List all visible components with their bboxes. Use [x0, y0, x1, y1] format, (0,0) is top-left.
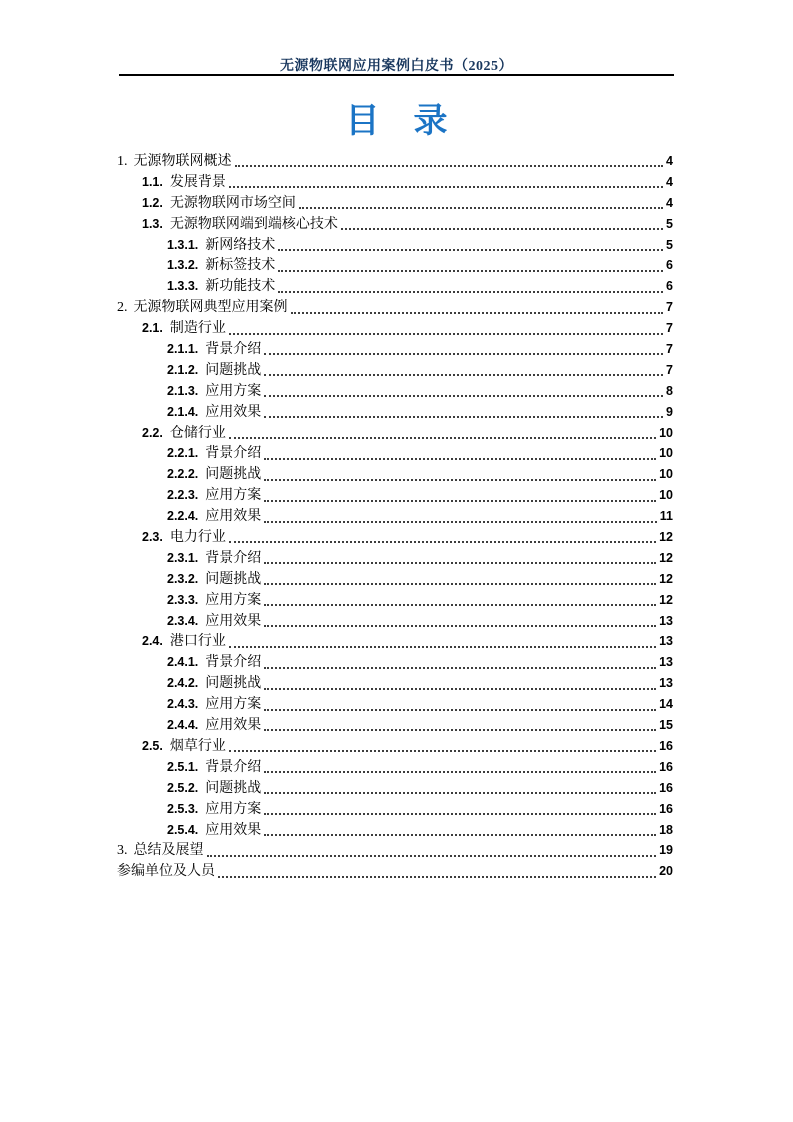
toc-entry-page: 12	[659, 592, 673, 607]
toc-entry-label: 背景介绍	[205, 342, 262, 358]
toc-leader-dots	[291, 312, 664, 314]
toc-entry-number: 2.5.4.	[167, 822, 199, 837]
toc-leader-dots	[229, 541, 656, 543]
toc-entry-page: 12	[659, 550, 673, 565]
toc-entry[interactable]	[117, 193, 673, 214]
toc-entry-number: 2.3.	[142, 530, 163, 545]
toc-entry-label: 新标签技术	[205, 258, 276, 274]
toc-entry-number: 1.3.3.	[167, 279, 199, 294]
toc-leader-dots	[229, 186, 663, 188]
toc-entry-label: 新网络技术	[205, 237, 276, 253]
toc-entry-page: 7	[666, 342, 673, 357]
toc-entry-page: 10	[659, 467, 673, 482]
toc-entry[interactable]	[117, 631, 673, 652]
toc-entry-page: 16	[659, 738, 673, 753]
toc-leader-dots	[264, 792, 656, 794]
toc-entry-number: 2.4.	[142, 634, 163, 649]
toc-entry-number: 2.1.2.	[167, 362, 199, 377]
toc-entry-page: 19	[659, 843, 673, 858]
toc-entry[interactable]	[117, 840, 673, 861]
toc-entry-page: 4	[666, 154, 673, 168]
toc-entry[interactable]	[117, 276, 673, 297]
toc-entry-label: 应用效果	[205, 718, 262, 734]
toc-entry-number: 2.5.2.	[167, 780, 199, 795]
toc-entry-page: 4	[666, 195, 673, 210]
toc-entry-number: 2.4.4.	[167, 718, 199, 733]
toc-entry-page: 4	[666, 174, 673, 189]
toc-entry[interactable]	[117, 799, 673, 820]
toc-entry[interactable]	[117, 485, 673, 506]
toc-entry-label: 问题挑战	[205, 362, 262, 378]
toc-entry-label: 问题挑战	[205, 571, 262, 587]
page-title: 目 录	[345, 103, 448, 140]
toc-entry-label: 背景介绍	[205, 655, 262, 671]
toc-entry-page: 16	[659, 801, 673, 816]
toc-entry[interactable]	[117, 590, 673, 611]
toc-entry[interactable]	[117, 443, 673, 464]
toc-entry[interactable]	[117, 611, 673, 632]
toc-leader-dots	[264, 562, 656, 564]
toc-entry-number: 1.	[117, 154, 128, 169]
toc-leader-dots	[264, 353, 663, 355]
toc-entry-page: 5	[666, 237, 673, 252]
toc-entry[interactable]	[117, 569, 673, 590]
toc-entry-number: 1.2.	[142, 195, 163, 210]
toc-entry-label: 电力行业	[169, 530, 226, 546]
toc-entry-page: 13	[659, 634, 673, 649]
toc-leader-dots	[264, 500, 656, 502]
toc-leader-dots	[264, 604, 656, 606]
toc-leader-dots	[264, 834, 656, 836]
toc-entry-label: 总结及展望	[133, 843, 204, 859]
toc-entry-label: 新功能技术	[205, 279, 276, 295]
toc-entry-label: 无源物联网端到端核心技术	[169, 216, 338, 232]
toc-entry-page: 7	[666, 300, 673, 315]
toc-entry-page: 13	[659, 676, 673, 691]
toc-entry-page: 13	[659, 655, 673, 670]
toc-entry[interactable]	[117, 235, 673, 256]
running-header: 无源物联网应用案例白皮书（2025）	[280, 59, 513, 74]
toc-entry[interactable]	[117, 172, 673, 193]
toc-entry[interactable]	[117, 527, 673, 548]
toc-entry-number: 2.3.1.	[167, 550, 199, 565]
toc-entry-number: 2.3.2.	[167, 571, 199, 586]
toc-leader-dots	[229, 646, 656, 648]
toc-entry-number: 2.5.3.	[167, 801, 199, 816]
toc-entry-label: 背景介绍	[205, 759, 262, 775]
toc-entry[interactable]	[117, 736, 673, 757]
toc-entry-label: 仓储行业	[169, 425, 226, 441]
toc-leader-dots	[278, 291, 663, 293]
toc-entry-page: 16	[659, 780, 673, 795]
toc-entry[interactable]	[117, 548, 673, 569]
toc-leader-dots	[264, 479, 656, 481]
toc-entry[interactable]	[117, 673, 673, 694]
toc-entry-label: 应用方案	[205, 592, 262, 608]
toc-entry-number: 2.5.1.	[167, 759, 199, 774]
toc-entry[interactable]	[117, 255, 673, 276]
toc-entry-number: 2.4.2.	[167, 676, 199, 691]
toc-leader-dots	[299, 207, 663, 209]
toc-entry-label: 烟草行业	[169, 738, 226, 754]
toc-entry-number: 2.4.3.	[167, 697, 199, 712]
toc-entry-page: 5	[666, 216, 673, 231]
toc-entry[interactable]	[117, 297, 673, 318]
header-rule	[119, 74, 674, 76]
toc-entry[interactable]	[117, 151, 673, 172]
toc-leader-dots	[278, 249, 663, 251]
toc-entry-label: 应用效果	[205, 613, 262, 629]
toc-entry[interactable]	[117, 861, 673, 882]
toc-entry-page: 18	[659, 822, 673, 837]
toc-entry[interactable]	[117, 652, 673, 673]
toc-entry-page: 16	[659, 759, 673, 774]
toc-entry-label: 问题挑战	[205, 780, 262, 796]
toc-entry-label: 应用方案	[205, 697, 262, 713]
toc-entry[interactable]	[117, 778, 673, 799]
toc-entry-page: 12	[659, 530, 673, 545]
toc-entry-number: 2.5.	[142, 738, 163, 753]
toc-entry-label: 无源物联网概述	[133, 154, 232, 169]
toc-entry-label: 应用方案	[205, 488, 262, 504]
toc-leader-dots	[229, 750, 656, 752]
toc-entry[interactable]	[117, 381, 673, 402]
toc-entry-label: 港口行业	[169, 634, 226, 650]
toc-leader-dots	[278, 270, 663, 272]
toc-entry[interactable]	[117, 820, 673, 841]
toc-entry-number: 1.3.2.	[167, 258, 199, 273]
toc-entry-number: 1.3.	[142, 216, 163, 231]
toc-entry-label: 问题挑战	[205, 676, 262, 692]
toc-entry[interactable]	[117, 464, 673, 485]
toc-entry-label: 无源物联网市场空间	[169, 195, 296, 211]
toc-entry-number: 1.3.1.	[167, 237, 199, 252]
toc-entry-page: 10	[659, 425, 673, 440]
toc-entry[interactable]	[117, 757, 673, 778]
toc-entry-number: 2.2.1.	[167, 446, 199, 461]
toc-entry-page: 12	[659, 571, 673, 586]
toc-entry-label: 应用效果	[205, 404, 262, 420]
toc-entry-page: 11	[659, 509, 673, 524]
toc-entry-number: 2.2.2.	[167, 467, 199, 482]
toc-entry[interactable]	[117, 423, 673, 444]
toc-entry-number: 2.2.3.	[167, 488, 199, 503]
toc-entry-number: 2.1.3.	[167, 383, 199, 398]
toc-entry-page: 7	[666, 321, 673, 336]
toc-entry-page: 8	[666, 383, 673, 398]
toc-leader-dots	[264, 709, 656, 711]
toc-leader-dots	[264, 625, 656, 627]
toc-entry-page: 20	[659, 864, 673, 879]
toc-entry-label: 应用方案	[205, 801, 262, 817]
toc-entry-number: 2.1.	[142, 321, 163, 336]
toc-entry-number: 3.	[117, 843, 128, 859]
toc-entry-number: 2.1.4.	[167, 404, 199, 419]
toc-entry-number: 2.3.3.	[167, 592, 199, 607]
toc-entry-label: 背景介绍	[205, 550, 262, 566]
toc-leader-dots	[264, 374, 663, 376]
toc-entry[interactable]	[117, 506, 673, 527]
toc-entry-page: 14	[659, 697, 673, 712]
toc-entry-page: 15	[659, 718, 673, 733]
toc-leader-dots	[264, 813, 656, 815]
toc-leader-dots	[264, 458, 656, 460]
toc-leader-dots	[264, 771, 656, 773]
toc-leader-dots	[264, 688, 656, 690]
toc-leader-dots	[218, 876, 656, 878]
toc-entry-number: 2.4.1.	[167, 655, 199, 670]
toc-entry-page: 10	[659, 488, 673, 503]
toc-entry[interactable]	[117, 402, 673, 423]
toc-entry[interactable]	[117, 214, 673, 235]
toc-leader-dots	[264, 395, 663, 397]
toc-leader-dots	[207, 855, 657, 857]
toc-leader-dots	[229, 333, 663, 335]
toc-leader-dots	[264, 667, 656, 669]
toc-entry-label: 问题挑战	[205, 467, 262, 483]
toc-entry-label: 制造行业	[169, 321, 226, 337]
toc-leader-dots	[264, 416, 663, 418]
toc-entry-page: 6	[666, 279, 673, 294]
toc-leader-dots	[264, 583, 656, 585]
toc-entry-page: 10	[659, 446, 673, 461]
toc-entry-label: 参编单位及人员	[117, 864, 215, 880]
toc-entry-number: 2.	[117, 300, 128, 316]
toc-entry-page: 13	[659, 613, 673, 628]
toc-entry-number: 1.1.	[142, 174, 163, 189]
table-of-contents	[117, 151, 673, 882]
toc-leader-dots	[264, 521, 657, 523]
toc-entry-number: 2.1.1.	[167, 342, 199, 357]
toc-entry[interactable]	[117, 715, 673, 736]
toc-entry[interactable]	[117, 339, 673, 360]
toc-entry-label: 无源物联网典型应用案例	[133, 300, 288, 316]
toc-entry-number: 2.3.4.	[167, 613, 199, 628]
toc-entry[interactable]	[117, 694, 673, 715]
toc-entry-label: 应用方案	[205, 383, 262, 399]
toc-leader-dots	[229, 437, 656, 439]
toc-entry-number: 2.2.4.	[167, 509, 199, 524]
toc-leader-dots	[341, 228, 663, 230]
toc-entry-number: 2.2.	[142, 425, 163, 440]
toc-entry-label: 背景介绍	[205, 446, 262, 462]
toc-entry[interactable]	[117, 360, 673, 381]
toc-entry-label: 应用效果	[205, 509, 262, 525]
toc-entry-page: 9	[666, 404, 673, 419]
toc-leader-dots	[235, 165, 664, 167]
toc-entry-label: 应用效果	[205, 822, 262, 838]
toc-entry[interactable]	[117, 318, 673, 339]
toc-entry-page: 6	[666, 258, 673, 273]
toc-leader-dots	[264, 729, 656, 731]
toc-entry-page: 7	[666, 362, 673, 377]
toc-entry-label: 发展背景	[169, 174, 226, 190]
